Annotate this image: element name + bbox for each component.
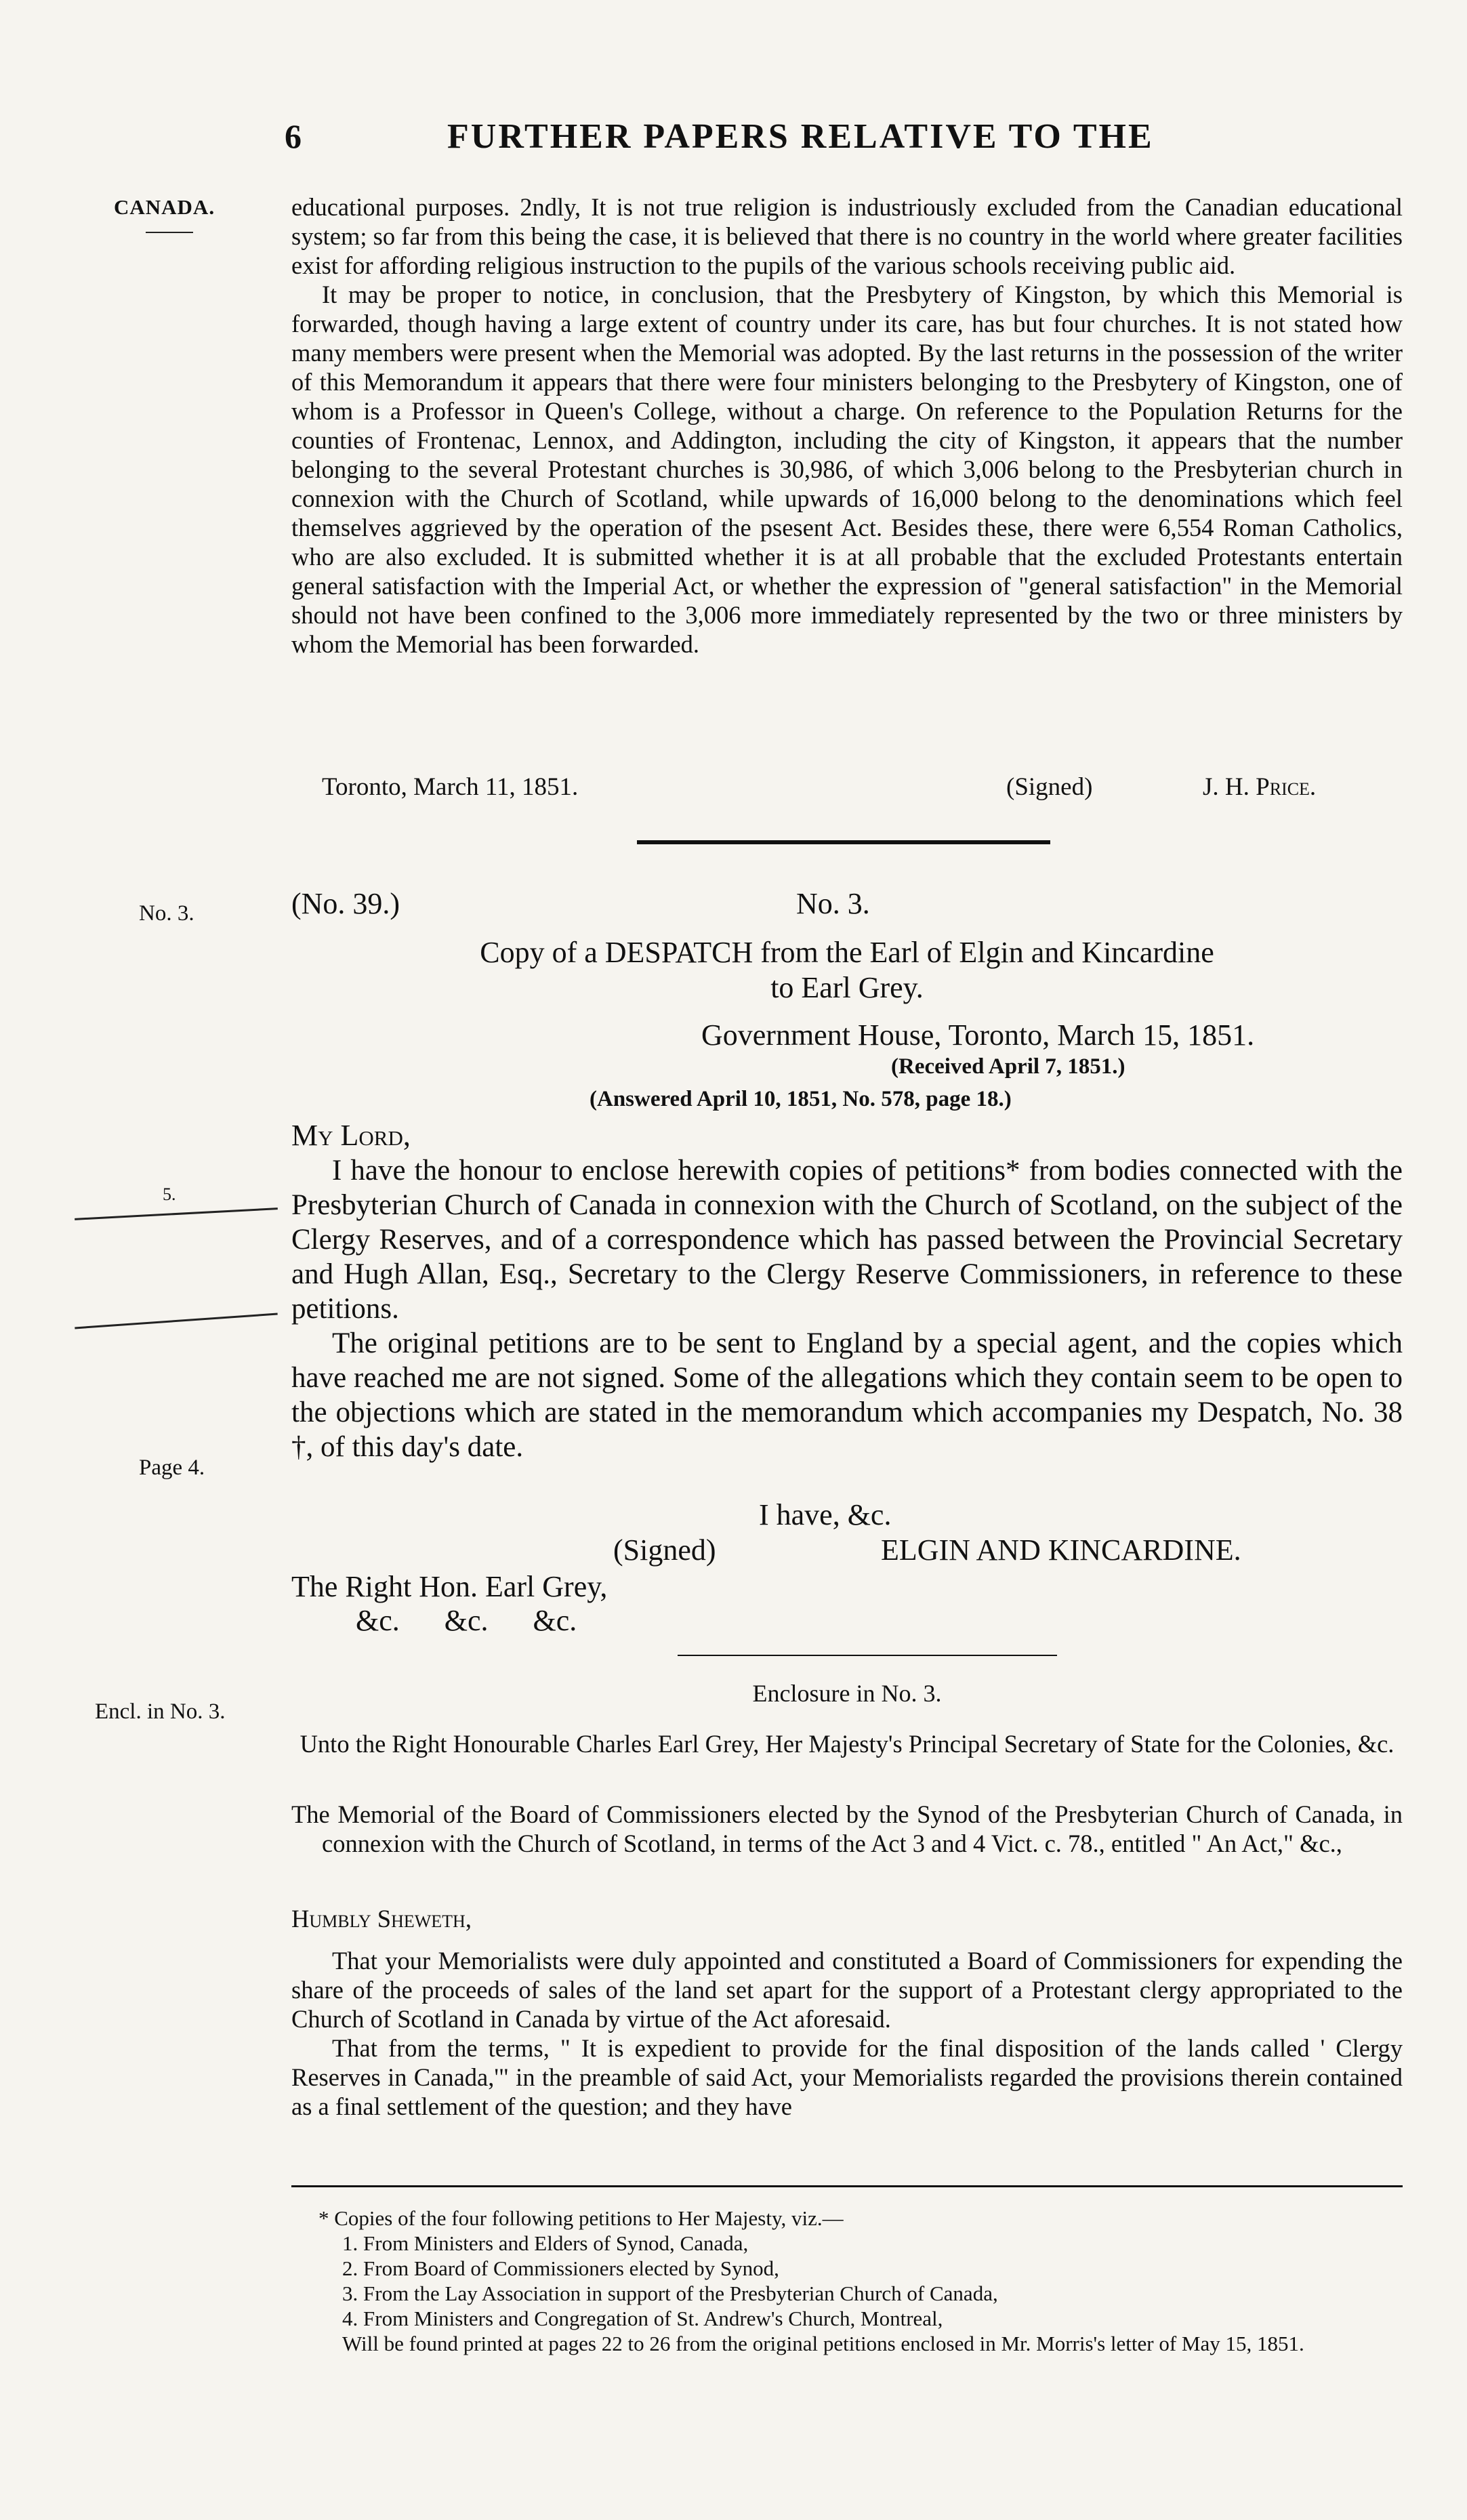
- enclosure-para-2: That from the terms, " It is expedient to provide for the final disposition of the lands called ' Clergy Reserves in Canada,'" in the preamble of said Act, your Memorialists regarded the provisions therein contained as a final settlement of the question; and they have: [291, 2034, 1403, 2120]
- footnote-item: 3. From the Lay Association in support of the Presbyterian Church of Canada,: [342, 2281, 998, 2305]
- footnote-rule: [291, 2185, 1403, 2187]
- despatch-closing: I have, &c.: [759, 1498, 892, 1531]
- despatch-para-1: I have the honour to enclose herewith copies of petitions* from bodies connected with the Presbyterian Church of Canada in connexion with the Church of Scotland, on the subject of the Clergy Reserves, and of a correspondence which has passed between the Provincial Secretary and Hugh Allan, Esq., Secretary to the Clergy Reserve Commissioners, in reference to these petitions.: [291, 1155, 1403, 1325]
- footnote-item: 1. From Ministers and Elders of Synod, Canada,: [342, 2231, 749, 2255]
- enclosure-para-1: That your Memorialists were duly appointed and constituted a Board of Commissioners for expending the share of the proceeds of sales of the land set apart for the support of a Protestant clergy appropriated to the Church of Scotland in Canada by virtue of the Act aforesaid.: [291, 1947, 1403, 2033]
- despatch-number-paren: (No. 39.): [291, 887, 400, 920]
- despatch-signer: ELGIN AND KINCARDINE.: [881, 1533, 1241, 1567]
- margin-note-ref5: 5.: [163, 1184, 176, 1204]
- section-rule: [637, 840, 1050, 844]
- margin-note-no3: No. 3.: [139, 901, 194, 926]
- enclosure-memorial-block: [291, 1800, 1403, 1858]
- memorandum-para-1: educational purposes. 2ndly, It is not true religion is industriously excluded from the Canadian educational system; so far from this being the case, it is believed that there is no country in the world where greater facilities exist for affording religious instruction to the pupils of the various schools receiving public aid.: [291, 193, 1403, 279]
- despatch-dateline: Government House, Toronto, March 15, 1851.: [701, 1018, 1255, 1052]
- footnote-intro: * Copies of the four following petitions to Her Majesty, viz.—: [318, 2206, 844, 2230]
- despatch-salutation: My Lord,: [291, 1119, 411, 1152]
- footnote-item: 4. From Ministers and Congregation of St. Andrew's Church, Montreal,: [342, 2307, 943, 2330]
- memorandum-text: [291, 192, 1403, 659]
- page-number: 6: [285, 117, 302, 155]
- despatch-body: [291, 1153, 1403, 1464]
- memorandum-signer: J. H. Price.: [1203, 773, 1317, 801]
- despatch-title-line-1: Copy of a DESPATCH from the Earl of Elgin and Kincardine: [480, 936, 1214, 969]
- despatch-answered: (Answered April 10, 1851, No. 578, page 18.): [590, 1087, 1012, 1111]
- despatch-received: (Received April 7, 1851.): [891, 1054, 1125, 1079]
- margin-dash: [146, 232, 193, 233]
- despatch-title-line-2: to Earl Grey.: [770, 971, 924, 1004]
- enclosure-rule: [678, 1655, 1057, 1656]
- despatch-para-2: The original petitions are to be sent to England by a special agent, and the copies which have reached me are not signed. Some of the allegations which they contain seem to be open to the objections which are stated in the memorandum which accompanies my Despatch, No. 38 †, of this day's date.: [291, 1327, 1403, 1463]
- footnote: [318, 2206, 1403, 2356]
- margin-pen-stroke-2: [75, 1313, 277, 1329]
- enclosure-memorial: The Memorial of the Board of Commissioners elected by the Synod of the Presbyterian Church of Canada, in connexion with the Church of Scotland, in terms of the Act 3 and 4 Vict. c. 78., entitled " An Act," &c.,: [291, 1800, 1403, 1857]
- despatch-number: No. 3.: [796, 887, 870, 920]
- margin-note-encl: Encl. in No. 3.: [95, 1699, 226, 1724]
- memorandum-place-date: Toronto, March 11, 1851.: [322, 773, 579, 801]
- enclosure-showeth: Humbly Sheweth,: [291, 1905, 472, 1933]
- memorandum-para-2: It may be proper to notice, in conclusion, that the Presbytery of Kingston, by which this Memorial is forwarded, though having a large extent of country under its care, has but four churches. It is not stated how many members were present when the Memorial was adopted. By the last returns in the possession of the writer of this Memorandum it appears that there were four ministers belonging to the Presbytery of Kingston, one of whom is a Professor in Queen's College, without a charge. On reference to the Population Returns for the counties of Frontenac, Lennox, and Addington, including the city of Kingston, it appears that the number belonging to the several Protestant churches is 30,986, of which 3,006 belong to the Presbyterian church in connexion with the Church of Scotland, while upwards of 16,000 belong to the denominations which feel themselves aggrieved by the operation of the psesent Act. Besides these, there were 6,554 Roman Catholics, who are also excluded. It is submitted whether it is at all probable that the excluded Protestants entertain general satisfaction with the Imperial Act, or whether the expression of "general satisfaction" in the Memorial should not have been confined to the 3,006 more immediately represented by the two or three ministers by whom the Memorial has been forwarded.: [291, 281, 1403, 658]
- running-title: FURTHER PAPERS RELATIVE TO THE: [447, 117, 1154, 156]
- page-header: [285, 117, 1409, 164]
- margin-pen-stroke-1: [75, 1207, 278, 1220]
- memorandum-signed: (Signed): [1006, 773, 1093, 801]
- footnote-item: 2. From Board of Commissioners elected by Synod,: [342, 2256, 779, 2280]
- despatch-etc: &c. &c. &c.: [356, 1604, 577, 1637]
- enclosure-address: Unto the Right Honourable Charles Earl Grey, Her Majesty's Principal Secretary of State for the Colonies, &c.: [299, 1730, 1394, 1758]
- margin-note-canada: CANADA.: [114, 195, 215, 219]
- despatch-signed: (Signed): [613, 1533, 716, 1567]
- despatch-title: [291, 935, 1403, 1006]
- enclosure-heading: Enclosure in No. 3.: [752, 1680, 942, 1707]
- footnote-outro: Will be found printed at pages 22 to 26 from the original petitions enclosed in Mr. Morris's letter of May 15, 1851.: [342, 2332, 1304, 2355]
- enclosure-body: [291, 1946, 1403, 2121]
- despatch-addressee: The Right Hon. Earl Grey,: [291, 1570, 608, 1603]
- margin-note-page4: Page 4.: [139, 1455, 205, 1480]
